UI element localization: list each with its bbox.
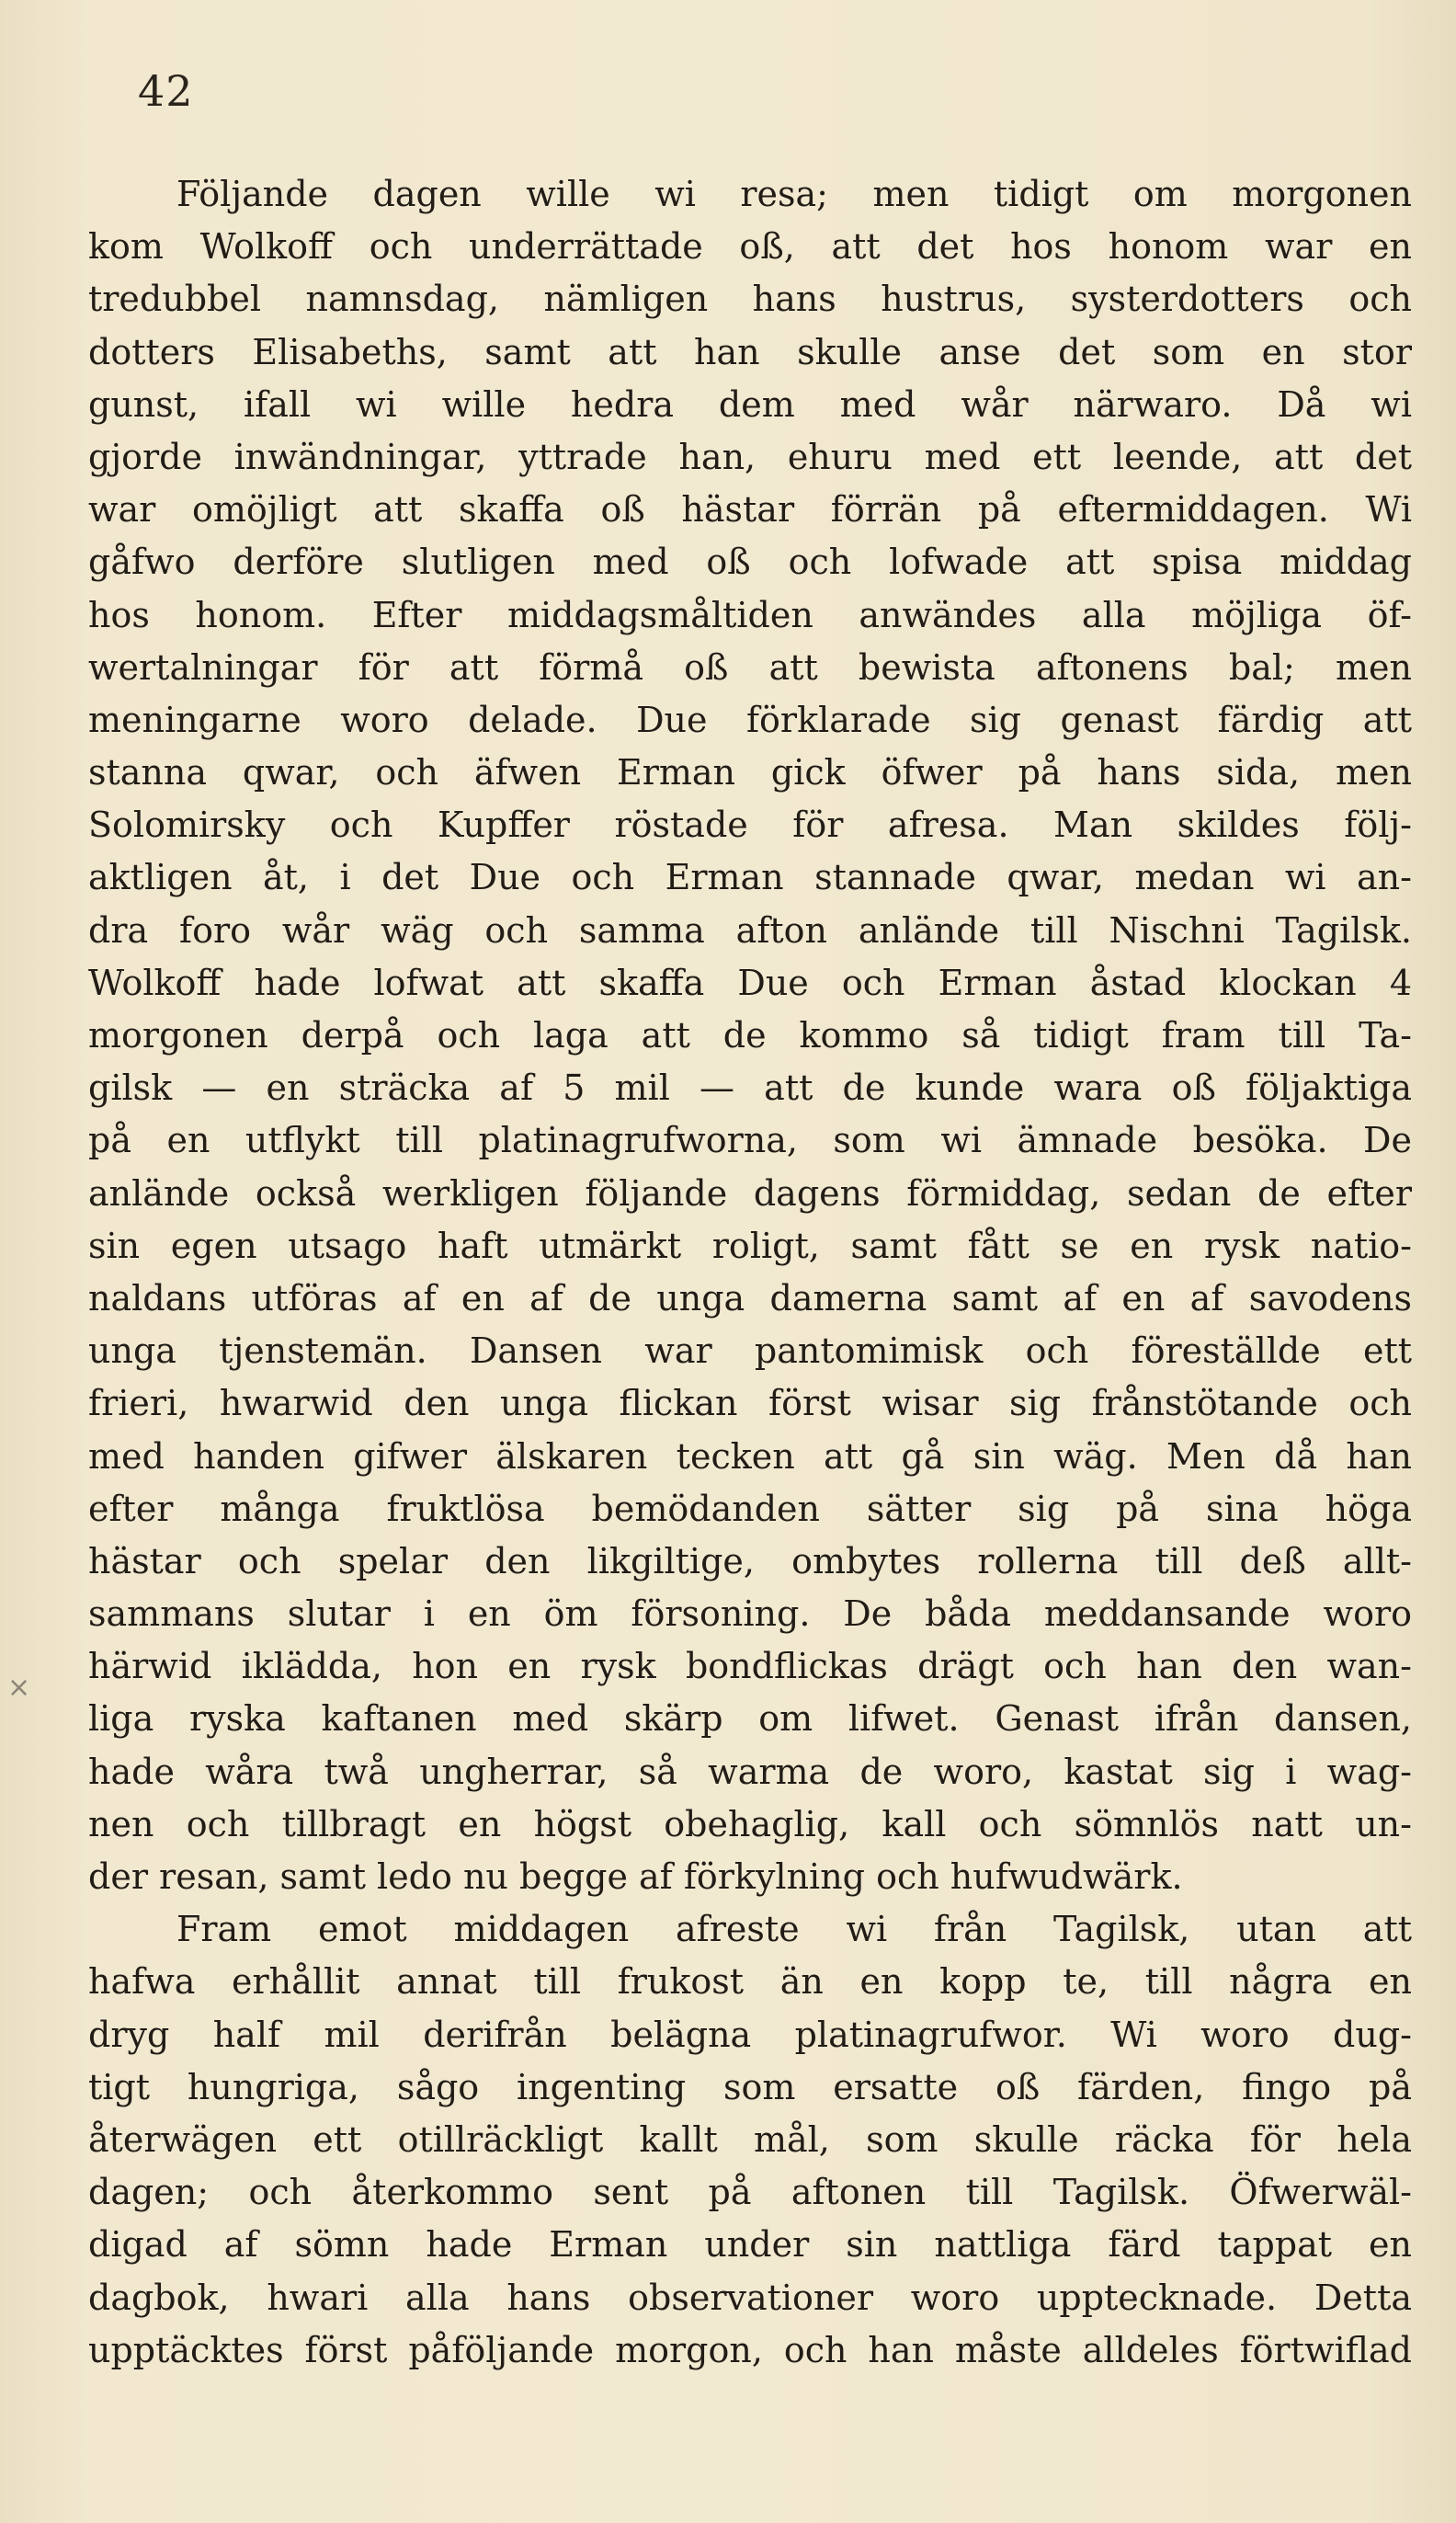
text-line: Wolkoff hade lofwat att skaffa Due och Erman åstad klockan 4: [88, 962, 1412, 1003]
text-line: gjorde inwändningar, yttrade han, ehuru med ett leende, att det: [88, 436, 1412, 477]
text-line: nen och tillbragt en högst obehaglig, kall och sömnlös natt un-: [88, 1803, 1412, 1844]
text-line: Fram emot middagen afreste wi från Tagilsk, utan att: [176, 1909, 1412, 1950]
body-text: [88, 168, 1412, 2377]
text-line: Solomirsky och Kupffer röstade för afresa. Man skildes följ-: [88, 805, 1412, 846]
text-line: digad af sömn hade Erman under sin nattliga färd tappat en: [88, 2224, 1412, 2266]
text-line: sin egen utsago haft utmärkt roligt, samt fått se en rysk natio-: [88, 1225, 1412, 1266]
text-line: frieri, hwarwid den unga flickan först wisar sig frånstötande och: [88, 1383, 1412, 1424]
text-line: tigt hungriga, sågo ingenting som ersatte oß färden, fingo på: [88, 2066, 1412, 2107]
text-line: på en utflykt till platinagrufworna, som wi ämnade besöka. De: [88, 1120, 1412, 1161]
text-line: dagen; och återkommo sent på aftonen till Tagilsk. Öfwerwäl-: [88, 2172, 1412, 2213]
text-line: gunst, ifall wi wille hedra dem med wår närwaro. Då wi: [88, 383, 1412, 425]
text-line: hästar och spelar den likgiltige, ombytes rollerna till deß allt-: [88, 1540, 1412, 1581]
text-line: der resan, samt ledo nu begge af förkylning och hufwudwärk.: [88, 1856, 1183, 1897]
text-line: meningarne woro delade. Due förklarade sig genast färdig att: [88, 699, 1412, 740]
text-line: gåfwo derföre slutligen med oß och lofwade att spisa middag: [88, 542, 1412, 583]
text-line: unga tjenstemän. Dansen war pantomimisk och föreställde ett: [88, 1330, 1412, 1372]
text-line: efter många fruktlösa bemödanden sätter sig på sina höga: [88, 1488, 1412, 1529]
text-line: aktligen åt, i det Due och Erman stannade qwar, medan wi an-: [88, 857, 1412, 898]
text-line: dra foro wår wäg och samma afton anlände till Nischni Tagilsk.: [88, 909, 1412, 951]
text-line: återwägen ett otillräckligt kallt mål, som skulle räcka för hela: [88, 2118, 1412, 2160]
margin-pencil-mark: ×: [7, 1672, 31, 1704]
text-line: Följande dagen wille wi resa; men tidigt om morgonen: [176, 174, 1412, 214]
text-line: kom Wolkoff och underrättade oß, att det hos honom war en: [88, 226, 1412, 268]
text-line: dotters Elisabeths, samt att han skulle anse det som en stor: [88, 331, 1412, 372]
text-line: morgonen derpå och laga att de kommo så tidigt fram till Ta-: [88, 1015, 1412, 1056]
text-line: härwid iklädda, hon en rysk bondflickas drägt och han den wan-: [88, 1646, 1412, 1687]
text-line: wertalningar för att förmå oß att bewista aftonens bal; men: [88, 646, 1412, 688]
text-line: gilsk — en sträcka af 5 mil — att de kunde wara oß följaktiga: [88, 1067, 1412, 1109]
text-line: tredubbel namnsdag, nämligen hans hustrus, systerdotters och: [88, 279, 1412, 320]
text-line: sammans slutar i en öm försoning. De båda meddansande woro: [88, 1593, 1412, 1635]
text-line: dagbok, hwari alla hans observationer woro upptecknade. Detta: [88, 2277, 1412, 2318]
page-number: 42: [138, 66, 194, 116]
text-line: hos honom. Efter middagsmåltiden anwändes alla möjliga öf-: [88, 594, 1412, 635]
text-line: hade wåra twå ungherrar, så warma de woro, kastat sig i wag-: [88, 1751, 1412, 1792]
text-line: stanna qwar, och äfwen Erman gick öfwer på hans sida, men: [88, 752, 1412, 793]
text-line: hafwa erhållit annat till frukost än en kopp te, till några en: [88, 1961, 1412, 2003]
text-line: med handen gifwer älskaren tecken att gå sin wäg. Men då han: [88, 1435, 1412, 1477]
text-line: war omöjligt att skaffa oß hästar förrän på eftermiddagen. Wi: [88, 489, 1412, 531]
text-line: naldans utföras af en af de unga damerna samt af en af savodens: [88, 1277, 1412, 1319]
text-line: liga ryska kaftanen med skärp om lifwet. Genast ifrån dansen,: [88, 1698, 1412, 1740]
text-line: upptäcktes först påföljande morgon, och han måste alldeles förtwiflad: [88, 2329, 1412, 2370]
text-line: dryg half mil derifrån belägna platinagrufwor. Wi woro dug-: [88, 2014, 1412, 2055]
text-line: anlände också werkligen följande dagens förmiddag, sedan de efter: [88, 1172, 1412, 1214]
